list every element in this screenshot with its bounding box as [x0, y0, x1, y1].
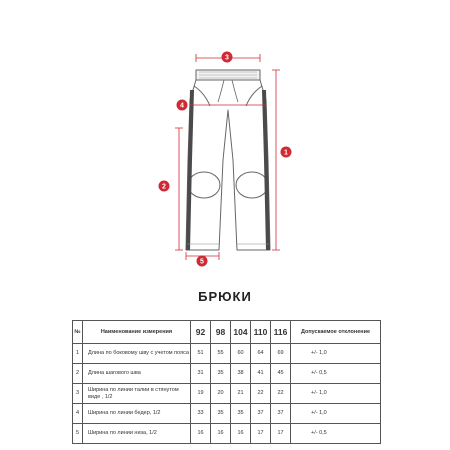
tolerance-value: +/- 0,5 — [291, 424, 381, 444]
measurement-name: Длина шагового шва — [83, 364, 191, 384]
size-value: 21 — [231, 384, 251, 404]
size-value: 35 — [211, 404, 231, 424]
marker-2 — [159, 181, 170, 192]
header-measurement-name: Наименование измерения — [83, 321, 191, 344]
pants-body — [186, 80, 270, 250]
size-value: 22 — [251, 384, 271, 404]
header-size: 98 — [211, 321, 231, 344]
table-row — [73, 404, 381, 424]
measurement-name: Ширина по линии низа, 1/2 — [83, 424, 191, 444]
size-value: 38 — [231, 364, 251, 384]
size-value: 22 — [271, 384, 291, 404]
svg-text:4: 4 — [180, 102, 184, 110]
row-number: 1 — [73, 344, 83, 364]
tolerance-value: +/- 1,0 — [291, 344, 381, 364]
marker-5 — [197, 256, 208, 267]
size-value: 16 — [231, 424, 251, 444]
size-value: 51 — [191, 344, 211, 364]
svg-text:1: 1 — [284, 149, 288, 157]
size-value: 60 — [231, 344, 251, 364]
size-value: 45 — [271, 364, 291, 384]
size-value: 37 — [271, 404, 291, 424]
marker-1 — [281, 147, 292, 158]
row-number: 5 — [73, 424, 83, 444]
size-value: 37 — [251, 404, 271, 424]
header-size: 110 — [251, 321, 271, 344]
table-row — [73, 344, 381, 364]
size-value: 64 — [251, 344, 271, 364]
size-value: 20 — [211, 384, 231, 404]
measurement-name: Ширина по линии бедер, 1/2 — [83, 404, 191, 424]
header-tolerance: Допускаемое отклонение — [291, 321, 381, 344]
table-header-row — [73, 321, 381, 344]
row-number: 3 — [73, 384, 83, 404]
measurement-name: Длина по боковому шву с учетом пояса — [83, 344, 191, 364]
header-size: 104 — [231, 321, 251, 344]
size-value: 17 — [271, 424, 291, 444]
row-number: 2 — [73, 364, 83, 384]
marker-3 — [222, 52, 233, 63]
table-row — [73, 364, 381, 384]
table-row — [73, 424, 381, 444]
svg-text:2: 2 — [162, 183, 166, 191]
size-value: 35 — [211, 364, 231, 384]
right-knee-patch — [236, 172, 268, 198]
marker-4 — [177, 100, 188, 111]
measurement-name: Ширина по линии талии в стянутом виде , 1/2 — [83, 384, 191, 404]
table-row — [73, 384, 381, 404]
tolerance-value: +/- 0,5 — [291, 364, 381, 384]
size-value: 19 — [191, 384, 211, 404]
size-value: 33 — [191, 404, 211, 424]
size-value: 35 — [231, 404, 251, 424]
left-knee-patch — [188, 172, 220, 198]
row-number: 4 — [73, 404, 83, 424]
size-value: 41 — [251, 364, 271, 384]
header-size: 116 — [271, 321, 291, 344]
svg-text:5: 5 — [200, 258, 204, 266]
size-value: 16 — [191, 424, 211, 444]
product-title: БРЮКИ — [198, 289, 252, 304]
size-value: 31 — [191, 364, 211, 384]
size-chart-table — [72, 320, 381, 444]
header-number: № — [73, 321, 83, 344]
size-value: 16 — [211, 424, 231, 444]
size-value: 55 — [211, 344, 231, 364]
tolerance-value: +/- 1,0 — [291, 404, 381, 424]
svg-text:3: 3 — [225, 54, 229, 62]
size-value: 69 — [271, 344, 291, 364]
header-size: 92 — [191, 321, 211, 344]
pants-outline — [186, 70, 270, 250]
size-value: 17 — [251, 424, 271, 444]
tolerance-value: +/- 1,0 — [291, 384, 381, 404]
